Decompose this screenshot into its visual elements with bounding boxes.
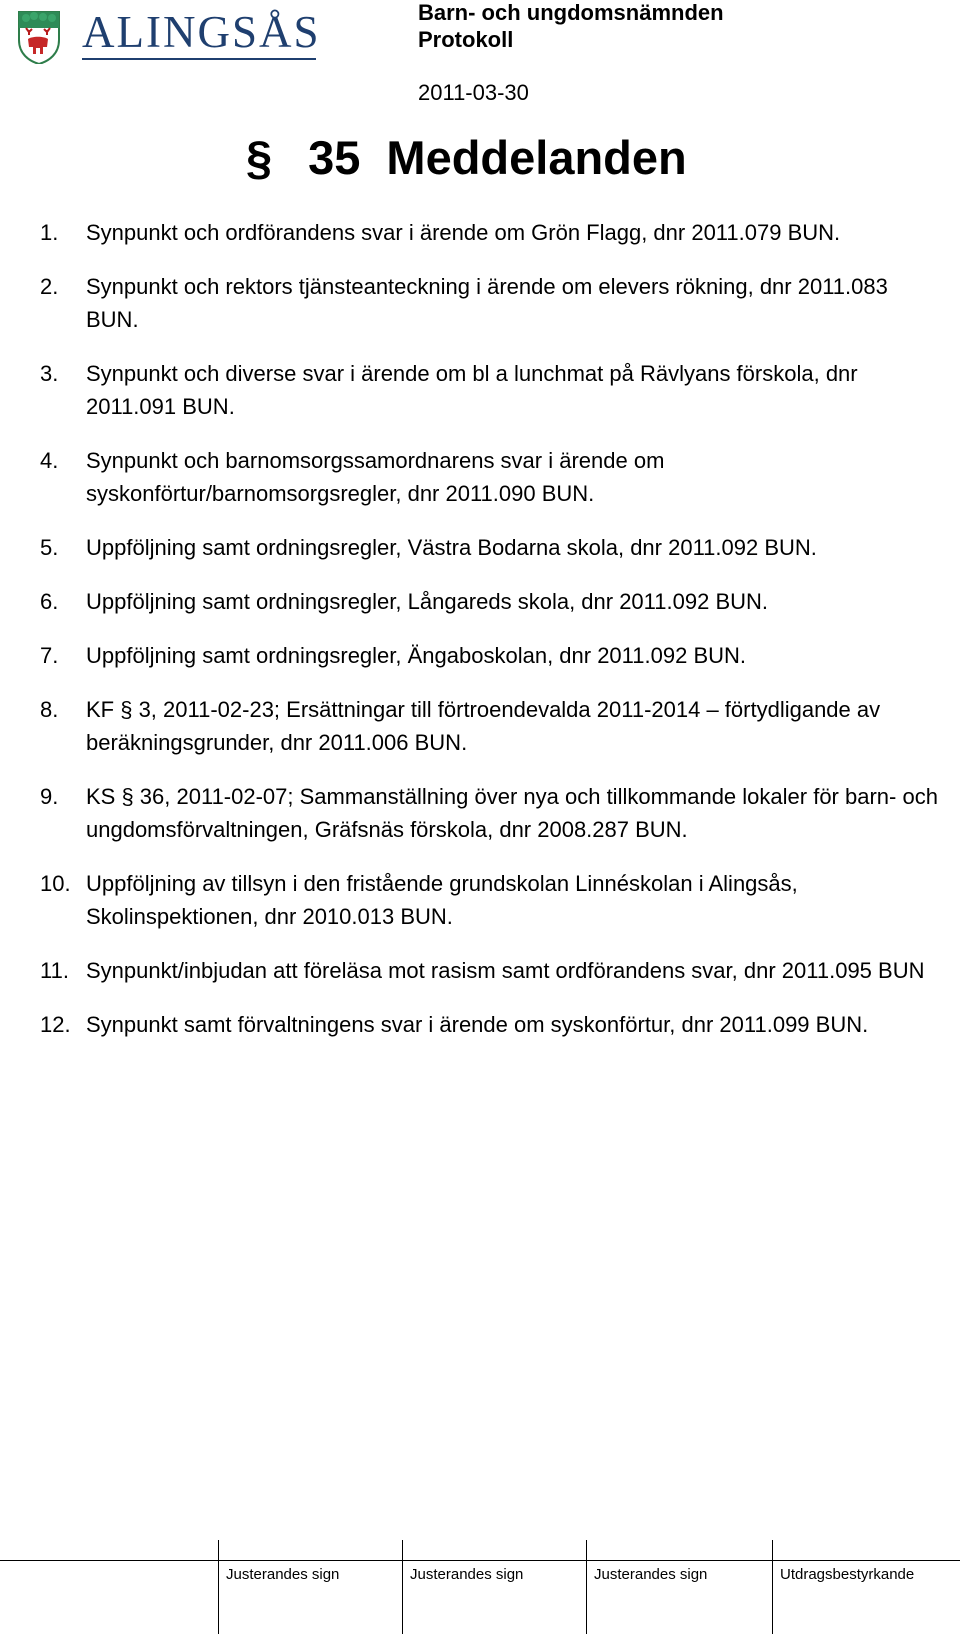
meeting-date: 2011-03-30 (418, 80, 529, 105)
extract-certification: Utdragsbestyrkande (780, 1566, 915, 1583)
municipality-logo (16, 7, 321, 68)
list-item (40, 639, 940, 672)
logo-wordmark: ALINGSÅS (82, 7, 321, 57)
footer-divider (218, 1540, 219, 1634)
list-item (40, 693, 940, 759)
list-item (40, 444, 940, 510)
item-number: 8. (40, 697, 59, 722)
list-item (40, 270, 940, 336)
item-text: Uppföljning av tillsyn i den fristående grundskolan Linnéskolan i Alingsås, Skolinspektionen, dnr 2010.013 BUN. (86, 871, 798, 929)
item-text: Synpunkt och ordförandens svar i ärende om Grön Flagg, dnr 2011.079 BUN. (86, 220, 841, 245)
coat-of-arms-icon (16, 8, 62, 64)
logo-underline (82, 58, 316, 60)
item-number: 3. (40, 361, 59, 386)
list-item (40, 216, 940, 249)
list-item (40, 585, 940, 618)
signature-field-1: Justerandes sign (226, 1566, 340, 1583)
section-heading (246, 132, 687, 184)
item-number: 10. (40, 871, 71, 896)
department-name: Barn- och ungdomsnämnden (418, 0, 724, 25)
item-text: Synpunkt och diverse svar i ärende om bl a lunchmat på Rävlyans förskola, dnr 2011.091 BUN. (86, 361, 858, 419)
item-number: 7. (40, 643, 59, 668)
message-list (40, 216, 940, 1062)
item-text: KF § 3, 2011-02-23; Ersättningar till förtroendevalda 2011-2014 – förtydligande av beräkningsgrunder, dnr 2011.006 BUN. (86, 697, 881, 755)
item-text: Uppföljning samt ordningsregler, Ängaboskolan, dnr 2011.092 BUN. (86, 643, 746, 668)
list-item (40, 780, 940, 846)
document-type: Protokoll (418, 27, 514, 52)
footer-divider (772, 1540, 773, 1634)
list-item (40, 531, 940, 564)
item-number: 9. (40, 784, 59, 809)
item-number: 4. (40, 448, 59, 473)
item-number: 12. (40, 1012, 71, 1037)
footer-divider (586, 1540, 587, 1634)
item-text: Uppföljning samt ordningsregler, Långareds skola, dnr 2011.092 BUN. (86, 589, 768, 614)
section-number: 35 (308, 131, 361, 184)
item-number: 6. (40, 589, 59, 614)
item-text: KS § 36, 2011-02-07; Sammanställning över nya och tillkommande lokaler för barn- och ungdomsförvaltningen, Gräfsnäs förskola, dnr 2008.287 BUN. (86, 784, 938, 842)
item-number: 2. (40, 274, 59, 299)
signature-field-3: Justerandes sign (594, 1566, 708, 1583)
item-text: Synpunkt samt förvaltningens svar i ärende om syskonförtur, dnr 2011.099 BUN. (86, 1012, 869, 1037)
item-number: 1. (40, 220, 59, 245)
list-item (40, 1008, 940, 1041)
section-title: Meddelanden (386, 131, 687, 184)
footer-rule (0, 1560, 960, 1561)
item-text: Uppföljning samt ordningsregler, Västra Bodarna skola, dnr 2011.092 BUN. (86, 535, 817, 560)
list-item (40, 954, 940, 987)
list-item (40, 357, 940, 423)
item-number: 11. (40, 958, 69, 983)
item-text: Synpunkt och rektors tjänsteanteckning i ärende om elevers rökning, dnr 2011.083 BUN. (86, 274, 888, 332)
section-symbol: § (246, 131, 273, 184)
list-item (40, 867, 940, 933)
item-text: Synpunkt och barnomsorgssamordnarens svar i ärende om syskonförtur/barnomsorgsregler, dnr 2011.090 BUN. (86, 448, 665, 506)
signature-field-2: Justerandes sign (410, 1566, 524, 1583)
item-number: 5. (40, 535, 59, 560)
item-text: Synpunkt/inbjudan att föreläsa mot rasism samt ordförandens svar, dnr 2011.095 BUN (86, 958, 925, 983)
footer-divider (402, 1540, 403, 1634)
